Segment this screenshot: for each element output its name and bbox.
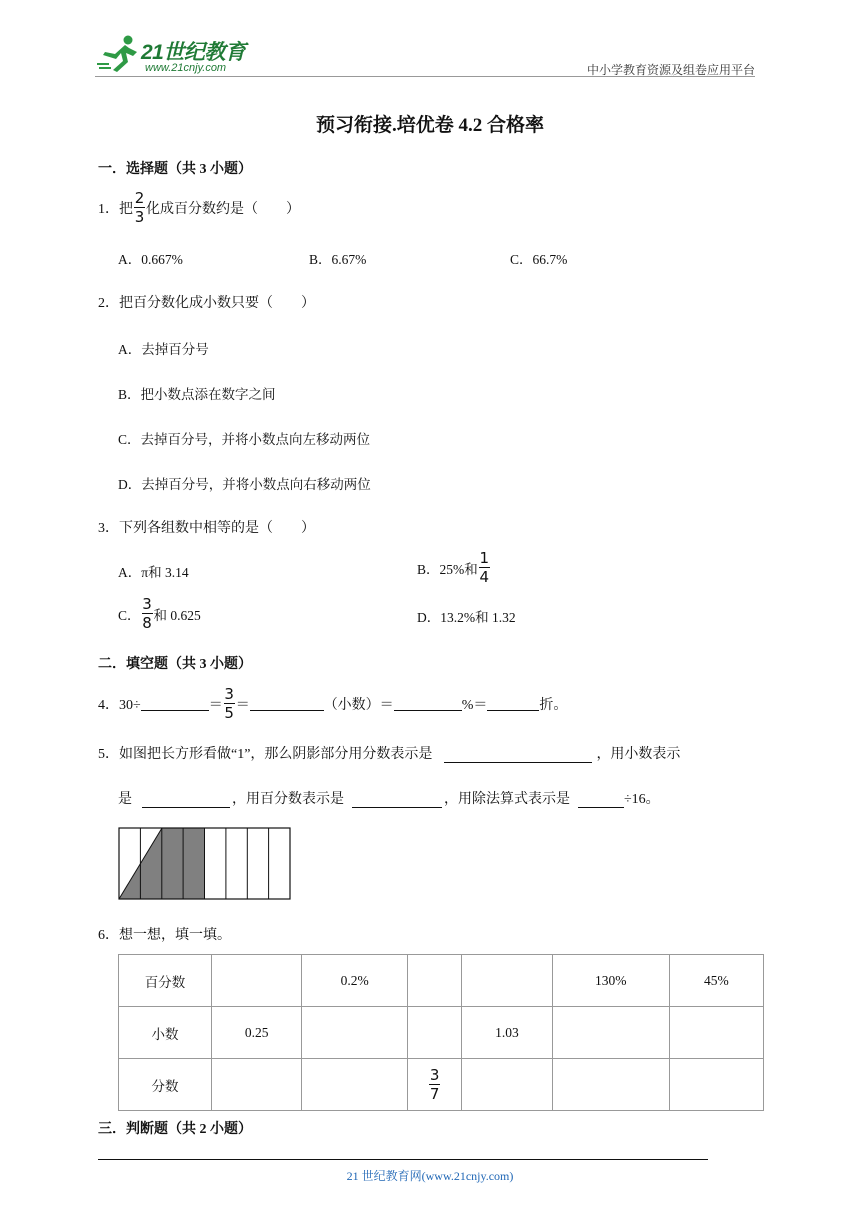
q4-blank-3[interactable] xyxy=(394,696,462,711)
q4-fraction xyxy=(224,686,235,721)
q3-option-b-text: B．25%和 xyxy=(417,561,478,577)
table-cell[interactable] xyxy=(212,955,302,1007)
footer-divider xyxy=(98,1159,708,1160)
q1-frac-num: 2 xyxy=(134,189,145,207)
q1-suffix: 化成百分数约是（ ） xyxy=(146,201,300,217)
q4-equals-2: ＝ xyxy=(235,697,250,713)
logo xyxy=(95,34,265,76)
q5-text-4: ，用百分数表示是 xyxy=(232,792,344,807)
row-label: 小数 xyxy=(119,1007,212,1059)
table-cell[interactable] xyxy=(669,1007,763,1059)
section-heading-2: 二．填空题（共 3 小题） xyxy=(98,657,252,672)
q4-prefix: 4．30÷ xyxy=(98,697,141,713)
q5-text-5: ，用除法算式表示是 xyxy=(444,792,570,807)
q3-option-c-suffix: 和 0.625 xyxy=(153,607,201,623)
q4-frac-num: 3 xyxy=(224,685,234,703)
q5-text-3: 是 xyxy=(118,792,132,807)
header-divider xyxy=(95,76,755,77)
q5-text-1: 5．如图把长方形看做“1”，那么阴影部分用分数表示是 xyxy=(98,747,433,762)
table-row xyxy=(119,955,764,1007)
q6-frac-num: 3 xyxy=(429,1066,440,1084)
q4-equals-1: ＝ xyxy=(208,697,223,713)
q1-option-b: B．6.67% xyxy=(309,252,367,267)
table-cell[interactable]: 0.2% xyxy=(302,955,408,1007)
table-cell[interactable] xyxy=(669,1059,763,1111)
q4-decimal-label: （小数）＝ xyxy=(323,697,394,713)
section-heading-3: 三．判断题（共 2 小题） xyxy=(98,1122,252,1137)
table-cell[interactable]: 1.03 xyxy=(462,1007,552,1059)
q4-blank-2[interactable] xyxy=(250,696,324,711)
table-cell-fraction[interactable] xyxy=(408,1059,462,1111)
q5-blank-percent[interactable] xyxy=(352,793,442,808)
question-3: 3．下列各组数中相等的是（ ） xyxy=(98,521,315,536)
question-6: 6．想一想，填一填。 xyxy=(98,928,231,943)
logo-site: www.21cnjy.com xyxy=(145,62,227,74)
q3-b-num: 1 xyxy=(479,549,490,567)
q1-fraction xyxy=(134,190,145,225)
q4-blank-4[interactable] xyxy=(487,696,539,711)
q3-b-den: 4 xyxy=(479,568,490,586)
table-cell[interactable]: 130% xyxy=(552,955,669,1007)
question-5-line-2 xyxy=(118,788,660,808)
conversion-table xyxy=(118,954,764,1111)
q2-option-c: C．去掉百分号，并将小数点向左移动两位 xyxy=(118,432,371,447)
q5-text-6: ÷16。 xyxy=(624,792,660,807)
q4-blank-1[interactable] xyxy=(141,696,209,711)
q6-fraction xyxy=(429,1067,440,1102)
row-label: 分数 xyxy=(119,1059,212,1111)
table-cell[interactable] xyxy=(462,955,552,1007)
question-1 xyxy=(98,190,300,225)
q1-option-c: C．66.7% xyxy=(510,252,568,267)
table-cell[interactable] xyxy=(552,1059,669,1111)
runner-logo-icon xyxy=(95,34,143,74)
page-title: 预习衔接.培优卷 4.2 合格率 xyxy=(315,115,544,136)
section-heading-1: 一．选择题（共 3 小题） xyxy=(98,162,252,177)
table-cell[interactable] xyxy=(462,1059,552,1111)
table-cell[interactable]: 45% xyxy=(669,955,763,1007)
q3-option-c xyxy=(118,596,201,631)
q1-option-a: A．0.667% xyxy=(118,252,183,267)
question-5-line-1 xyxy=(98,743,680,763)
table-cell[interactable] xyxy=(302,1059,408,1111)
q4-end: 折。 xyxy=(539,697,568,713)
table-cell[interactable]: 0.25 xyxy=(212,1007,302,1059)
q3-option-a: A．π和 3.14 xyxy=(118,565,189,580)
q1-prefix: 1．把 xyxy=(98,201,133,217)
q5-text-2: ，用小数表示 xyxy=(596,747,681,762)
q4-frac-den: 5 xyxy=(224,704,234,722)
q5-blank-fraction[interactable] xyxy=(444,748,592,763)
q3-option-b xyxy=(417,550,491,585)
q3-c-den: 8 xyxy=(142,614,152,632)
question-2: 2．把百分数化成小数只要（ ） xyxy=(98,296,315,311)
row-label: 百分数 xyxy=(119,955,212,1007)
q5-blank-decimal[interactable] xyxy=(142,793,230,808)
q5-blank-division[interactable] xyxy=(578,793,624,808)
q3-c-num: 3 xyxy=(142,595,152,613)
q2-option-d: D．去掉百分号，并将小数点向右移动两位 xyxy=(118,477,371,492)
logo-text: 21世纪教育 xyxy=(141,41,246,64)
rectangle-figure xyxy=(118,827,291,900)
q4-percent-label: %＝ xyxy=(461,697,488,713)
q3-option-c-prefix: C． xyxy=(118,607,141,623)
table-cell[interactable] xyxy=(212,1059,302,1111)
q2-option-b: B．把小数点添在数字之间 xyxy=(118,387,276,402)
table-row xyxy=(119,1007,764,1059)
footer-text[interactable]: 21 世纪教育网(www.21cnjy.com) xyxy=(346,1169,514,1183)
q2-option-a: A．去掉百分号 xyxy=(118,342,209,357)
table-cell[interactable] xyxy=(408,1007,462,1059)
q1-frac-den: 3 xyxy=(134,208,145,226)
q3-option-b-fraction xyxy=(479,550,490,585)
table-cell[interactable] xyxy=(302,1007,408,1059)
q3-option-d: D．13.2%和 1.32 xyxy=(417,610,516,625)
platform-name: 中小学教育资源及组卷应用平台 xyxy=(586,63,755,77)
table-cell[interactable] xyxy=(552,1007,669,1059)
q3-option-c-fraction xyxy=(142,596,153,631)
q6-frac-den: 7 xyxy=(429,1085,440,1103)
table-cell[interactable] xyxy=(408,955,462,1007)
table-row xyxy=(119,1059,764,1111)
question-4 xyxy=(98,686,567,721)
